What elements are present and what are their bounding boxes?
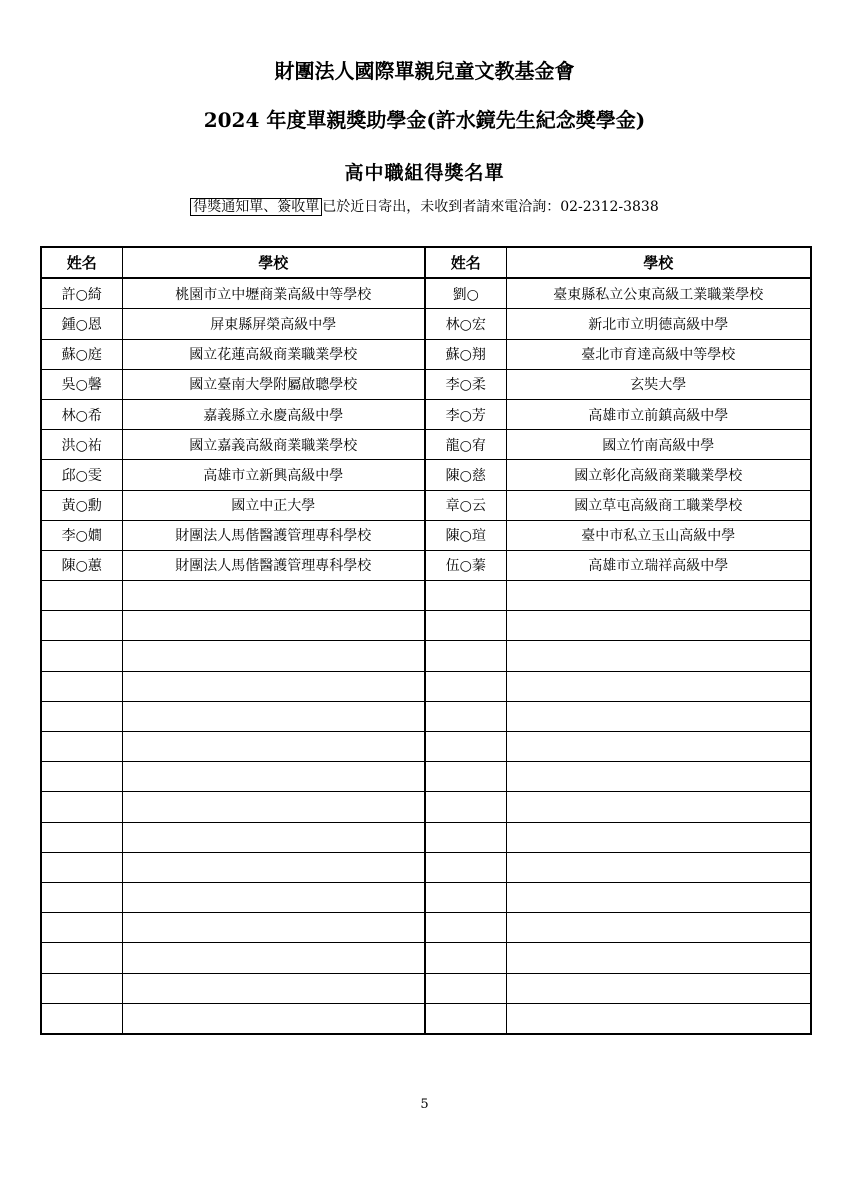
cell-name-right: 蘇○翔 bbox=[425, 339, 506, 369]
notice-boxed-text: 得獎通知單、簽收單 bbox=[190, 198, 322, 216]
table-row bbox=[41, 369, 811, 399]
cell-school-right bbox=[506, 973, 811, 1003]
cell-school-right: 國立草屯高級商工職業學校 bbox=[506, 490, 811, 520]
cell-name-right: 章○云 bbox=[425, 490, 506, 520]
empty-table-row bbox=[41, 732, 811, 762]
cell-school-left: 國立嘉義高級商業職業學校 bbox=[122, 430, 425, 460]
table-row bbox=[41, 278, 811, 309]
cell-name-right bbox=[425, 671, 506, 701]
cell-name-right bbox=[425, 1003, 506, 1034]
empty-table-row bbox=[41, 762, 811, 792]
cell-school-left: 財團法人馬偕醫護管理專科學校 bbox=[122, 520, 425, 550]
cell-name-left bbox=[41, 792, 122, 822]
table-row bbox=[41, 550, 811, 580]
cell-name-left bbox=[41, 611, 122, 641]
cell-name-right: 陳○瑄 bbox=[425, 520, 506, 550]
header-school-right: 學校 bbox=[506, 247, 811, 278]
cell-school-left bbox=[122, 762, 425, 792]
cell-name-left bbox=[41, 701, 122, 731]
cell-school-right bbox=[506, 913, 811, 943]
cell-school-left bbox=[122, 581, 425, 611]
notice-text: 已於近日寄出，未收到者請來電洽詢：02-2312-3838 bbox=[322, 199, 659, 215]
cell-school-right bbox=[506, 671, 811, 701]
cell-school-left bbox=[122, 641, 425, 671]
cell-school-left bbox=[122, 611, 425, 641]
cell-name-right bbox=[425, 611, 506, 641]
cell-school-right bbox=[506, 882, 811, 912]
header-name-left: 姓名 bbox=[41, 247, 122, 278]
cell-school-right: 新北市立明德高級中學 bbox=[506, 309, 811, 339]
organization-title: 財團法人國際單親兒童文教基金會 bbox=[274, 59, 575, 83]
empty-table-row bbox=[41, 913, 811, 943]
cell-school-right bbox=[506, 611, 811, 641]
cell-name-left bbox=[41, 641, 122, 671]
cell-name-left: 蘇○庭 bbox=[41, 339, 122, 369]
cell-name-left bbox=[41, 1003, 122, 1034]
cell-school-right bbox=[506, 581, 811, 611]
group-title: 高中職組得獎名單 bbox=[344, 162, 505, 184]
cell-name-right bbox=[425, 581, 506, 611]
cell-school-left: 嘉義縣立永慶高級中學 bbox=[122, 399, 425, 429]
cell-name-right bbox=[425, 852, 506, 882]
cell-name-right bbox=[425, 701, 506, 731]
cell-name-right: 陳○慈 bbox=[425, 460, 506, 490]
cell-name-left: 鍾○恩 bbox=[41, 309, 122, 339]
cell-school-left: 屏東縣屏榮高級中學 bbox=[122, 309, 425, 339]
empty-table-row bbox=[41, 1003, 811, 1034]
cell-school-left bbox=[122, 882, 425, 912]
cell-name-left: 李○嫺 bbox=[41, 520, 122, 550]
header-school-left: 學校 bbox=[122, 247, 425, 278]
cell-school-left: 高雄市立新興高級中學 bbox=[122, 460, 425, 490]
cell-name-left bbox=[41, 852, 122, 882]
cell-school-right: 國立彰化高級商業職業學校 bbox=[506, 460, 811, 490]
cell-school-right: 國立竹南高級中學 bbox=[506, 430, 811, 460]
cell-school-right bbox=[506, 943, 811, 973]
cell-school-right bbox=[506, 732, 811, 762]
table-header-row bbox=[41, 247, 811, 278]
cell-school-right bbox=[506, 822, 811, 852]
cell-school-left bbox=[122, 852, 425, 882]
cell-school-left bbox=[122, 822, 425, 852]
cell-name-right bbox=[425, 913, 506, 943]
table-row bbox=[41, 490, 811, 520]
notice-line bbox=[0, 196, 849, 216]
table-row bbox=[41, 460, 811, 490]
table-row bbox=[41, 399, 811, 429]
cell-school-right: 玄奘大學 bbox=[506, 369, 811, 399]
cell-name-left bbox=[41, 762, 122, 792]
table-row bbox=[41, 309, 811, 339]
cell-school-right: 高雄市立前鎮高級中學 bbox=[506, 399, 811, 429]
cell-school-left bbox=[122, 943, 425, 973]
cell-school-left bbox=[122, 973, 425, 1003]
table-row bbox=[41, 520, 811, 550]
cell-name-left bbox=[41, 943, 122, 973]
cell-school-right bbox=[506, 1003, 811, 1034]
cell-name-left: 邱○雯 bbox=[41, 460, 122, 490]
cell-school-left bbox=[122, 913, 425, 943]
program-title: 2024 年度單親獎助學金(許水鏡先生紀念獎學金) bbox=[203, 108, 646, 132]
empty-table-row bbox=[41, 671, 811, 701]
empty-table-row bbox=[41, 581, 811, 611]
cell-school-left: 國立花蓮高級商業職業學校 bbox=[122, 339, 425, 369]
cell-school-left bbox=[122, 732, 425, 762]
cell-school-right: 臺北市育達高級中等學校 bbox=[506, 339, 811, 369]
table-row bbox=[41, 430, 811, 460]
empty-table-row bbox=[41, 973, 811, 1003]
cell-name-left bbox=[41, 581, 122, 611]
cell-name-left: 洪○祐 bbox=[41, 430, 122, 460]
cell-school-left: 財團法人馬偕醫護管理專科學校 bbox=[122, 550, 425, 580]
cell-name-left bbox=[41, 822, 122, 852]
cell-school-right bbox=[506, 762, 811, 792]
cell-name-left bbox=[41, 973, 122, 1003]
cell-school-left bbox=[122, 1003, 425, 1034]
cell-name-right bbox=[425, 822, 506, 852]
cell-school-left: 國立中正大學 bbox=[122, 490, 425, 520]
cell-school-left: 桃園市立中壢商業高級中等學校 bbox=[122, 278, 425, 309]
cell-school-right bbox=[506, 792, 811, 822]
cell-name-right bbox=[425, 762, 506, 792]
empty-table-row bbox=[41, 882, 811, 912]
header-name-right: 姓名 bbox=[425, 247, 506, 278]
empty-table-row bbox=[41, 701, 811, 731]
cell-name-right: 劉○ bbox=[425, 278, 506, 309]
award-list-table bbox=[40, 246, 812, 1035]
empty-table-row bbox=[41, 611, 811, 641]
cell-name-left: 吳○馨 bbox=[41, 369, 122, 399]
empty-table-row bbox=[41, 641, 811, 671]
cell-name-right: 伍○蓁 bbox=[425, 550, 506, 580]
cell-school-left bbox=[122, 671, 425, 701]
cell-school-left bbox=[122, 701, 425, 731]
empty-table-row bbox=[41, 822, 811, 852]
cell-name-left: 陳○蕙 bbox=[41, 550, 122, 580]
cell-school-right: 臺中市私立玉山高級中學 bbox=[506, 520, 811, 550]
cell-name-right bbox=[425, 732, 506, 762]
cell-name-left: 黃○勳 bbox=[41, 490, 122, 520]
cell-school-right bbox=[506, 701, 811, 731]
empty-table-row bbox=[41, 792, 811, 822]
cell-school-right: 高雄市立瑞祥高級中學 bbox=[506, 550, 811, 580]
cell-name-left bbox=[41, 882, 122, 912]
cell-name-left: 許○綺 bbox=[41, 278, 122, 309]
cell-name-right bbox=[425, 641, 506, 671]
cell-school-left: 國立臺南大學附屬啟聰學校 bbox=[122, 369, 425, 399]
cell-name-left: 林○希 bbox=[41, 399, 122, 429]
cell-name-right: 李○柔 bbox=[425, 369, 506, 399]
cell-name-left bbox=[41, 913, 122, 943]
empty-table-row bbox=[41, 852, 811, 882]
cell-name-right: 李○芳 bbox=[425, 399, 506, 429]
page-number: 5 bbox=[420, 1097, 429, 1112]
cell-school-right bbox=[506, 852, 811, 882]
cell-name-right bbox=[425, 792, 506, 822]
cell-school-left bbox=[122, 792, 425, 822]
cell-name-right: 龍○宥 bbox=[425, 430, 506, 460]
cell-name-left bbox=[41, 732, 122, 762]
cell-name-right bbox=[425, 882, 506, 912]
cell-school-right bbox=[506, 641, 811, 671]
table-row bbox=[41, 339, 811, 369]
cell-name-left bbox=[41, 671, 122, 701]
cell-school-right: 臺東縣私立公東高級工業職業學校 bbox=[506, 278, 811, 309]
empty-table-row bbox=[41, 943, 811, 973]
cell-name-right bbox=[425, 973, 506, 1003]
cell-name-right bbox=[425, 943, 506, 973]
cell-name-right: 林○宏 bbox=[425, 309, 506, 339]
